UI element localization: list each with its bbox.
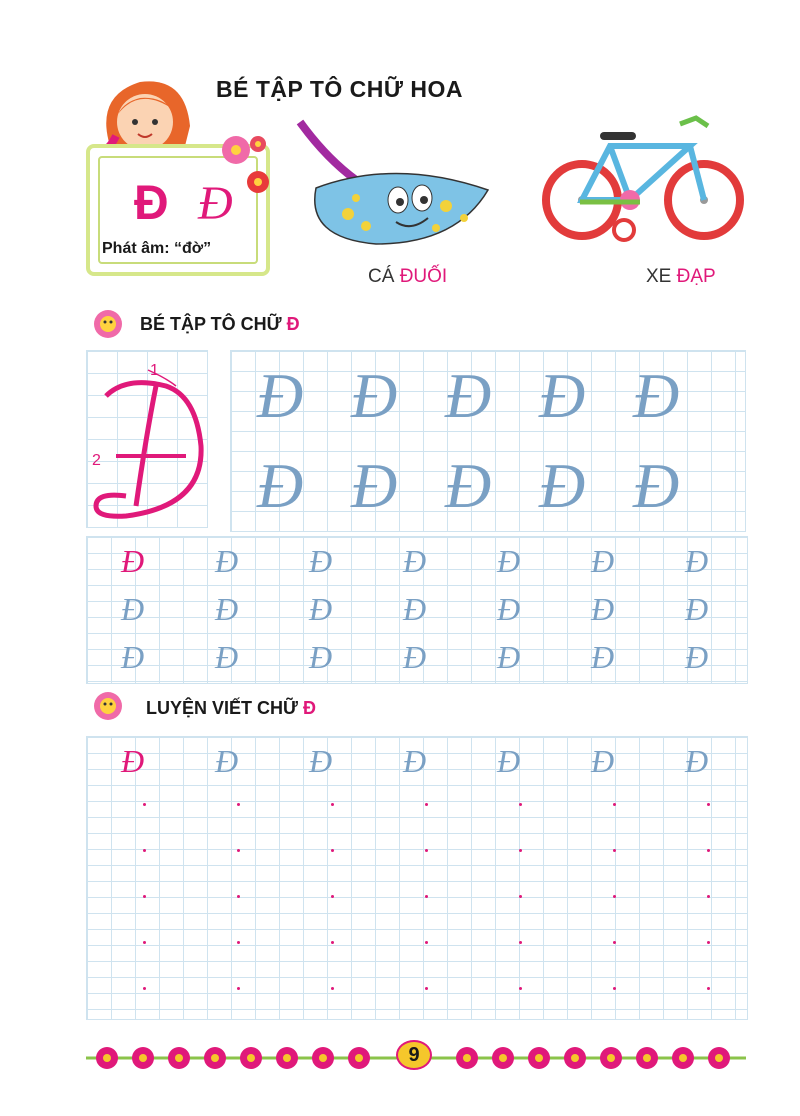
tracing-letter: Đ: [591, 639, 615, 675]
tracing-letter: Đ: [685, 743, 709, 779]
model-letter: Đ: [121, 543, 145, 579]
tracing-letter: Đ: [591, 543, 615, 579]
practice-section-highlight: Đ: [302, 698, 316, 718]
start-dot: [237, 849, 240, 852]
flower-icon: [454, 1045, 480, 1071]
tracing-letter: Đ: [539, 450, 586, 521]
stingray-label-highlight: ĐUỐI: [399, 266, 448, 287]
bicycle-label: [646, 266, 716, 288]
practice-writing-grid: [86, 736, 748, 1020]
start-dot: [707, 849, 710, 852]
girl-illustration-icon: [90, 76, 200, 152]
tracing-letter: Đ: [403, 639, 427, 675]
tracing-letter: Đ: [215, 543, 239, 579]
large-tracing-grid: [230, 350, 746, 532]
tracing-letter: Đ: [309, 543, 333, 579]
flower-icon: [94, 1045, 120, 1071]
start-dot: [613, 849, 616, 852]
start-dot: [425, 895, 428, 898]
start-dot: [331, 895, 334, 898]
bicycle-label-prefix: XE: [646, 266, 677, 287]
tracing-letter: Đ: [215, 591, 239, 627]
tracing-letter: Đ: [633, 450, 680, 521]
flower-bullet-icon: [88, 686, 128, 726]
start-dot: [707, 941, 710, 944]
start-dot: [519, 849, 522, 852]
start-dot: [331, 941, 334, 944]
print-letter: Đ: [134, 177, 169, 230]
start-dot: [331, 987, 334, 990]
stroke-order-letter-icon: [86, 356, 216, 526]
bicycle-icon: [540, 106, 746, 246]
start-dot: [143, 987, 146, 990]
start-dot: [143, 849, 146, 852]
start-dot: [237, 941, 240, 944]
start-dot: [143, 803, 146, 806]
tracing-letter: Đ: [685, 591, 709, 627]
tracing-letter: Đ: [497, 591, 521, 627]
tracing-letter: Đ: [257, 450, 304, 521]
start-dot: [519, 987, 522, 990]
stroke-step-2: 2: [92, 452, 101, 469]
tracing-letter: Đ: [403, 591, 427, 627]
practice-section-header: [146, 698, 316, 719]
start-dot: [613, 941, 616, 944]
practice-section-prefix: LUYỆN VIẾT CHỮ: [146, 698, 303, 718]
flower-icon: [346, 1045, 372, 1071]
tracing-letter: Đ: [591, 743, 615, 779]
small-tracing-grid: [86, 536, 748, 684]
tracing-letter: Đ: [497, 639, 521, 675]
flower-icon: [490, 1045, 516, 1071]
start-dot: [519, 803, 522, 806]
tracing-letter: Đ: [215, 743, 239, 779]
flower-icon: [166, 1045, 192, 1071]
flower-icon: [274, 1045, 300, 1071]
start-dot: [613, 803, 616, 806]
pronunciation-text: Phát âm: “đờ”: [102, 240, 212, 257]
start-dot: [143, 895, 146, 898]
tracing-letter: Đ: [539, 360, 586, 431]
tracing-letter: Đ: [121, 591, 145, 627]
tracing-letter: Đ: [215, 639, 239, 675]
tracing-letter: Đ: [685, 639, 709, 675]
flowers-decoration-icon: [214, 128, 276, 198]
tracing-letter: Đ: [351, 450, 398, 521]
tracing-letter: Đ: [403, 543, 427, 579]
flower-icon: [670, 1045, 696, 1071]
start-dot: [425, 941, 428, 944]
start-dot: [331, 849, 334, 852]
stingray-label-prefix: CÁ: [368, 266, 400, 287]
trace-section-highlight: Đ: [286, 314, 300, 334]
start-dot: [425, 849, 428, 852]
flower-icon: [130, 1045, 156, 1071]
stingray-label: [368, 266, 447, 288]
tracing-letter: Đ: [497, 543, 521, 579]
tracing-letter: Đ: [309, 639, 333, 675]
flower-bullet-icon: [88, 304, 128, 344]
start-dot: [707, 895, 710, 898]
tracing-letter: Đ: [685, 543, 709, 579]
flower-icon: [238, 1045, 264, 1071]
start-dot: [519, 941, 522, 944]
page-title: BÉ TẬP TÔ CHỮ HOA: [216, 76, 463, 102]
start-dot: [707, 803, 710, 806]
start-dot: [331, 803, 334, 806]
start-dot: [613, 895, 616, 898]
start-dot: [707, 987, 710, 990]
start-dot: [237, 895, 240, 898]
cursive-letter: Đ: [198, 177, 233, 230]
start-dot: [613, 987, 616, 990]
flower-icon: [706, 1045, 732, 1071]
start-dot: [425, 803, 428, 806]
model-letter: Đ: [121, 743, 145, 779]
start-dot: [425, 987, 428, 990]
page-number: 9: [396, 1040, 432, 1070]
start-dot: [237, 987, 240, 990]
tracing-letter: Đ: [445, 360, 492, 431]
start-dot: [519, 895, 522, 898]
flower-icon: [310, 1045, 336, 1071]
tracing-letter: Đ: [309, 743, 333, 779]
bicycle-label-highlight: ĐẠP: [676, 266, 716, 287]
tracing-letter: Đ: [633, 360, 680, 431]
stingray-icon: [296, 118, 496, 258]
stroke-step-1: 1: [150, 362, 159, 379]
start-dot: [143, 941, 146, 944]
tracing-letter: Đ: [591, 591, 615, 627]
flower-icon: [562, 1045, 588, 1071]
tracing-letter: Đ: [403, 743, 427, 779]
tracing-letter: Đ: [309, 591, 333, 627]
start-dot: [237, 803, 240, 806]
tracing-letter: Đ: [497, 743, 521, 779]
flower-icon: [202, 1045, 228, 1071]
tracing-letter: Đ: [445, 450, 492, 521]
tracing-letter: Đ: [121, 639, 145, 675]
trace-section-header: [140, 314, 300, 335]
flower-icon: [598, 1045, 624, 1071]
flower-icon: [634, 1045, 660, 1071]
tracing-letter: Đ: [257, 360, 304, 431]
trace-section-prefix: BÉ TẬP TÔ CHỮ: [140, 314, 287, 334]
flower-icon: [526, 1045, 552, 1071]
tracing-letter: Đ: [351, 360, 398, 431]
